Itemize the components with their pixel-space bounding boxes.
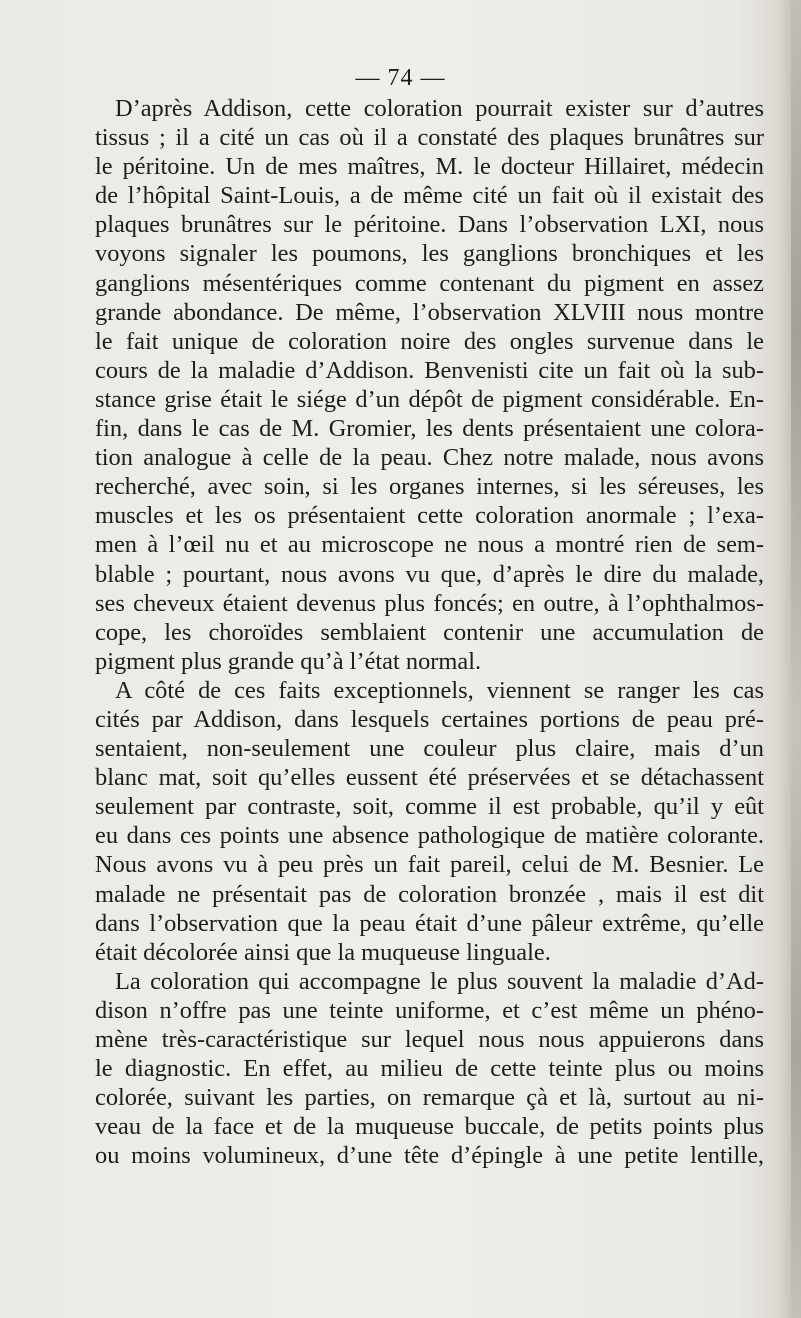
page-number: — 74 — <box>355 65 446 91</box>
text-line: veau de la face et de la muqueuse buccale, de petits points plus <box>95 1113 764 1141</box>
text-line: le diagnostic. En effet, au milieu de cette teinte plus ou moins <box>95 1055 764 1083</box>
text-line: blable ; pourtant, nous avons vu que, d’après le dire du malade, <box>95 560 764 588</box>
text-line: fin, dans le cas de M. Gromier, les dents présentaient une colora- <box>95 415 764 443</box>
text-line: pigment plus grande qu’à l’état normal. <box>95 647 482 675</box>
text-line: D’après Addison, cette coloration pourrait exister sur d’autres <box>115 95 764 122</box>
text-line: cours de la maladie d’Addison. Benvenisti cite un fait où la sub- <box>95 356 764 384</box>
text-line: stance grise était le siége d’un dépôt de pigment considérable. En- <box>95 385 764 413</box>
text-line: tissus ; il a cité un cas où il a constaté des plaques brunâtres sur <box>95 124 764 152</box>
text-line: mène très-caractéristique sur lequel nous nous appuierons dans <box>95 1026 764 1053</box>
text-line: ganglions mésentériques comme contenant du pigment en assez <box>95 269 764 297</box>
text-line: seulement par contraste, soit, comme il est probable, qu’il y eût <box>95 793 764 821</box>
text-line: cités par Addison, dans lesquels certaines portions de peau pré- <box>95 705 764 733</box>
text-line: eu dans ces points une absence pathologique de matière colorante. <box>95 822 764 850</box>
text-line: tion analogue à celle de la peau. Chez notre malade, nous avons <box>95 444 764 472</box>
text-line: plaques brunâtres sur le péritoine. Dans l’observation LXI, nous <box>95 211 764 239</box>
text-line: colorée, suivant les parties, on remarque çà et là, surtout au ni- <box>95 1084 764 1112</box>
body-text <box>95 94 764 1170</box>
text-line: muscles et les os présentaient cette coloration anormale ; l’exa- <box>95 502 764 530</box>
text-line: ses cheveux étaient devenus plus foncés; en outre, à l’ophthalmos- <box>95 589 764 617</box>
text-line: blanc mat, soit qu’elles eussent été préservées et se détachassent <box>95 764 764 792</box>
text-line: le fait unique de coloration noire des ongles survenue dans le <box>95 327 764 355</box>
text-line: dans l’observation que la peau était d’une pâleur extrême, qu’elle <box>95 909 764 937</box>
text-line: ou moins volumineux, d’une tête d’épingle à une petite lentille, <box>95 1142 764 1170</box>
text-line: voyons signaler les poumons, les ganglions bronchiques et les <box>95 240 764 268</box>
page-edge-shadow <box>791 0 801 1318</box>
text-line: de l’hôpital Saint-Louis, a de même cité un fait où il existait des <box>95 182 764 210</box>
text-line: Nous avons vu à peu près un fait pareil, celui de M. Besnier. Le <box>95 851 764 879</box>
text-line: recherché, avec soin, si les organes internes, si les séreuses, les <box>95 473 764 501</box>
text-line: men à l’œil nu et au microscope ne nous a montré rien de sem- <box>95 531 764 559</box>
text-line: dison n’offre pas une teinte uniforme, et c’est même un phéno- <box>95 996 764 1024</box>
text-line: grande abondance. De même, l’observation XLVIII nous montre <box>95 298 764 326</box>
text-line: cope, les choroïdes semblaient contenir une accumulation de <box>95 618 764 646</box>
text-line: le péritoine. Un de mes maîtres, M. le docteur Hillairet, médecin <box>95 153 764 181</box>
text-line: La coloration qui accompagne le plus souvent la maladie d’Ad- <box>115 967 764 995</box>
text-line: était décolorée ainsi que la muqueuse linguale. <box>95 938 551 966</box>
text-line: malade ne présentait pas de coloration bronzée , mais il est dit <box>95 880 764 908</box>
text-line: A côté de ces faits exceptionnels, viennent se ranger les cas <box>115 676 764 704</box>
text-line: sentaient, non-seulement une couleur plus claire, mais d’un <box>95 735 764 763</box>
